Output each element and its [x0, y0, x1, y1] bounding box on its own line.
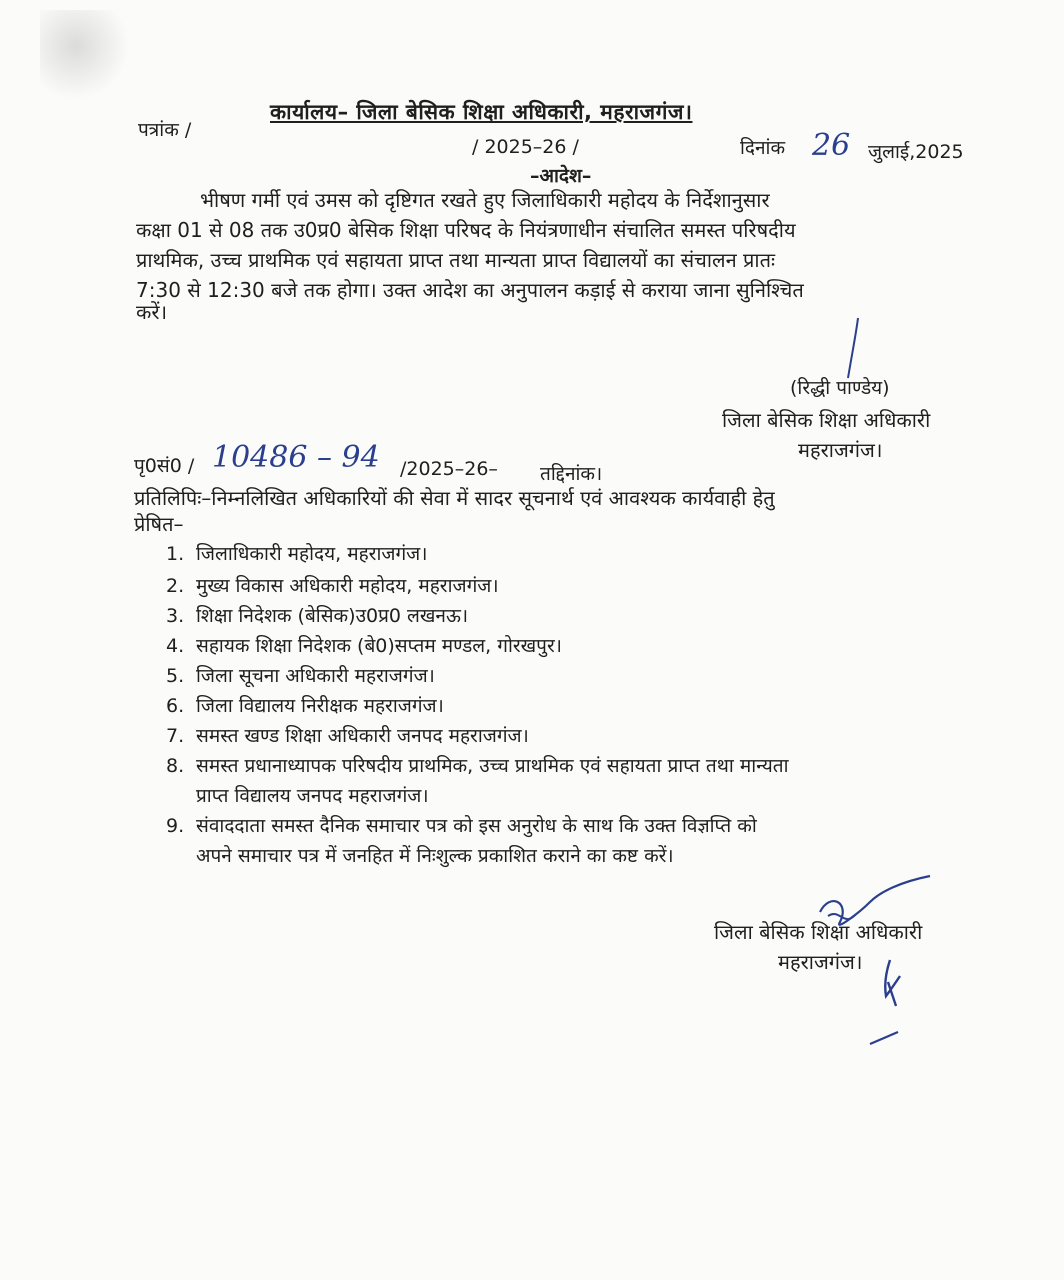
list-item-number: 8. — [166, 755, 185, 777]
list-item-text: जिलाधिकारी महोदय, महराजगंज। — [196, 543, 428, 565]
list-item-text: जिला सूचना अधिकारी महराजगंज। — [196, 665, 435, 687]
list-item — [166, 632, 562, 658]
signatory-designation: जिला बेसिक शिक्षा अधिकारी — [722, 408, 931, 432]
list-item-number: 9. — [166, 815, 185, 837]
date-day-handwritten: 26 — [812, 128, 851, 163]
copy-ref-label: पृ0सं0 / — [134, 455, 195, 477]
order-heading: –आदेश– — [530, 165, 592, 187]
date-label: दिनांक — [740, 137, 786, 159]
copy-ref-number-handwritten: 10486 – 94 — [212, 440, 380, 475]
list-item-text: जिला विद्यालय निरीक्षक महराजगंज। — [196, 695, 444, 717]
order-line-2: कक्षा 01 से 08 तक उ0प्र0 बेसिक शिक्षा परिषद के नियंत्रणाधीन संचालित समस्त परिषदीय — [136, 218, 796, 242]
list-item — [166, 572, 499, 598]
copy-intro-line-2: प्रेषित– — [134, 512, 184, 536]
list-item-number: 6. — [166, 695, 185, 717]
list-item-continuation: अपने समाचार पत्र में जनहित में निःशुल्क प्रकाशित कराने का कष्ट करें। — [196, 845, 674, 867]
letter-number-label: पत्रांक / — [138, 119, 192, 141]
order-line-1: भीषण गर्मी एवं उमस को दृष्टिगत रखते हुए जिलाधिकारी महोदय के निर्देशानुसार — [200, 188, 770, 212]
list-item-number: 4. — [166, 635, 185, 657]
list-item-continuation: प्राप्त विद्यालय जनपद महराजगंज। — [196, 785, 429, 807]
signatory-2-designation: जिला बेसिक शिक्षा अधिकारी — [714, 920, 923, 944]
list-item — [166, 692, 444, 718]
list-item-number: 5. — [166, 665, 185, 687]
order-line-3: प्राथमिक, उच्च प्राथमिक एवं सहायता प्राप्त तथा मान्यता प्राप्त विद्यालयों का संचालन प्रातः — [136, 248, 776, 272]
list-item-number: 7. — [166, 725, 185, 747]
copy-intro-line-1: प्रतिलिपिः–निम्नलिखित अधिकारियों की सेवा में सादर सूचनार्थ एवं आवश्यक कार्यवाही हेतु — [134, 486, 775, 510]
copy-ref-date: तद्दिनांक। — [540, 463, 603, 485]
list-item — [166, 722, 529, 748]
list-item-number: 1. — [166, 543, 185, 565]
list-item — [166, 752, 789, 778]
list-item — [166, 812, 757, 838]
list-item-text: शिक्षा निदेशक (बेसिक)उ0प्र0 लखनऊ। — [196, 605, 469, 627]
copy-ref-session: /2025–26– — [400, 458, 498, 480]
signatory-name: (रिद्धी पाण्डेय) — [790, 377, 890, 399]
list-item-text: मुख्य विकास अधिकारी महोदय, महराजगंज। — [196, 575, 499, 597]
signatory-2-place: महराजगंज। — [778, 950, 863, 974]
list-item — [166, 602, 468, 628]
date-month-year: जुलाई,2025 — [868, 141, 964, 163]
order-line-4: 7:30 से 12:30 बजे तक होगा। उक्त आदेश का अनुपालन कड़ाई से कराया जाना सुनिश्चित — [136, 278, 804, 302]
signatory-place: महराजगंज। — [798, 438, 883, 462]
session-reference: / 2025–26 / — [472, 136, 579, 158]
list-item-number: 2. — [166, 575, 185, 597]
order-line-5: करें। — [136, 300, 168, 324]
list-item-text: संवाददाता समस्त दैनिक समाचार पत्र को इस अनुरोध के साथ कि उक्त विज्ञप्ति को — [196, 815, 757, 837]
list-item-number: 3. — [166, 605, 185, 627]
office-title: कार्यालय– जिला बेसिक शिक्षा अधिकारी, महराजगंज। — [270, 100, 693, 124]
list-item-text: समस्त प्रधानाध्यापक परिषदीय प्राथमिक, उच्च प्राथमिक एवं सहायता प्राप्त तथा मान्यता — [196, 755, 789, 777]
scan-smudge — [40, 10, 130, 100]
list-item — [166, 540, 427, 566]
list-item-text: समस्त खण्ड शिक्षा अधिकारी जनपद महराजगंज। — [196, 725, 529, 747]
list-item — [166, 662, 435, 688]
list-item-text: सहायक शिक्षा निदेशक (बे0)सप्तम मण्डल, गोरखपुर। — [196, 635, 562, 657]
